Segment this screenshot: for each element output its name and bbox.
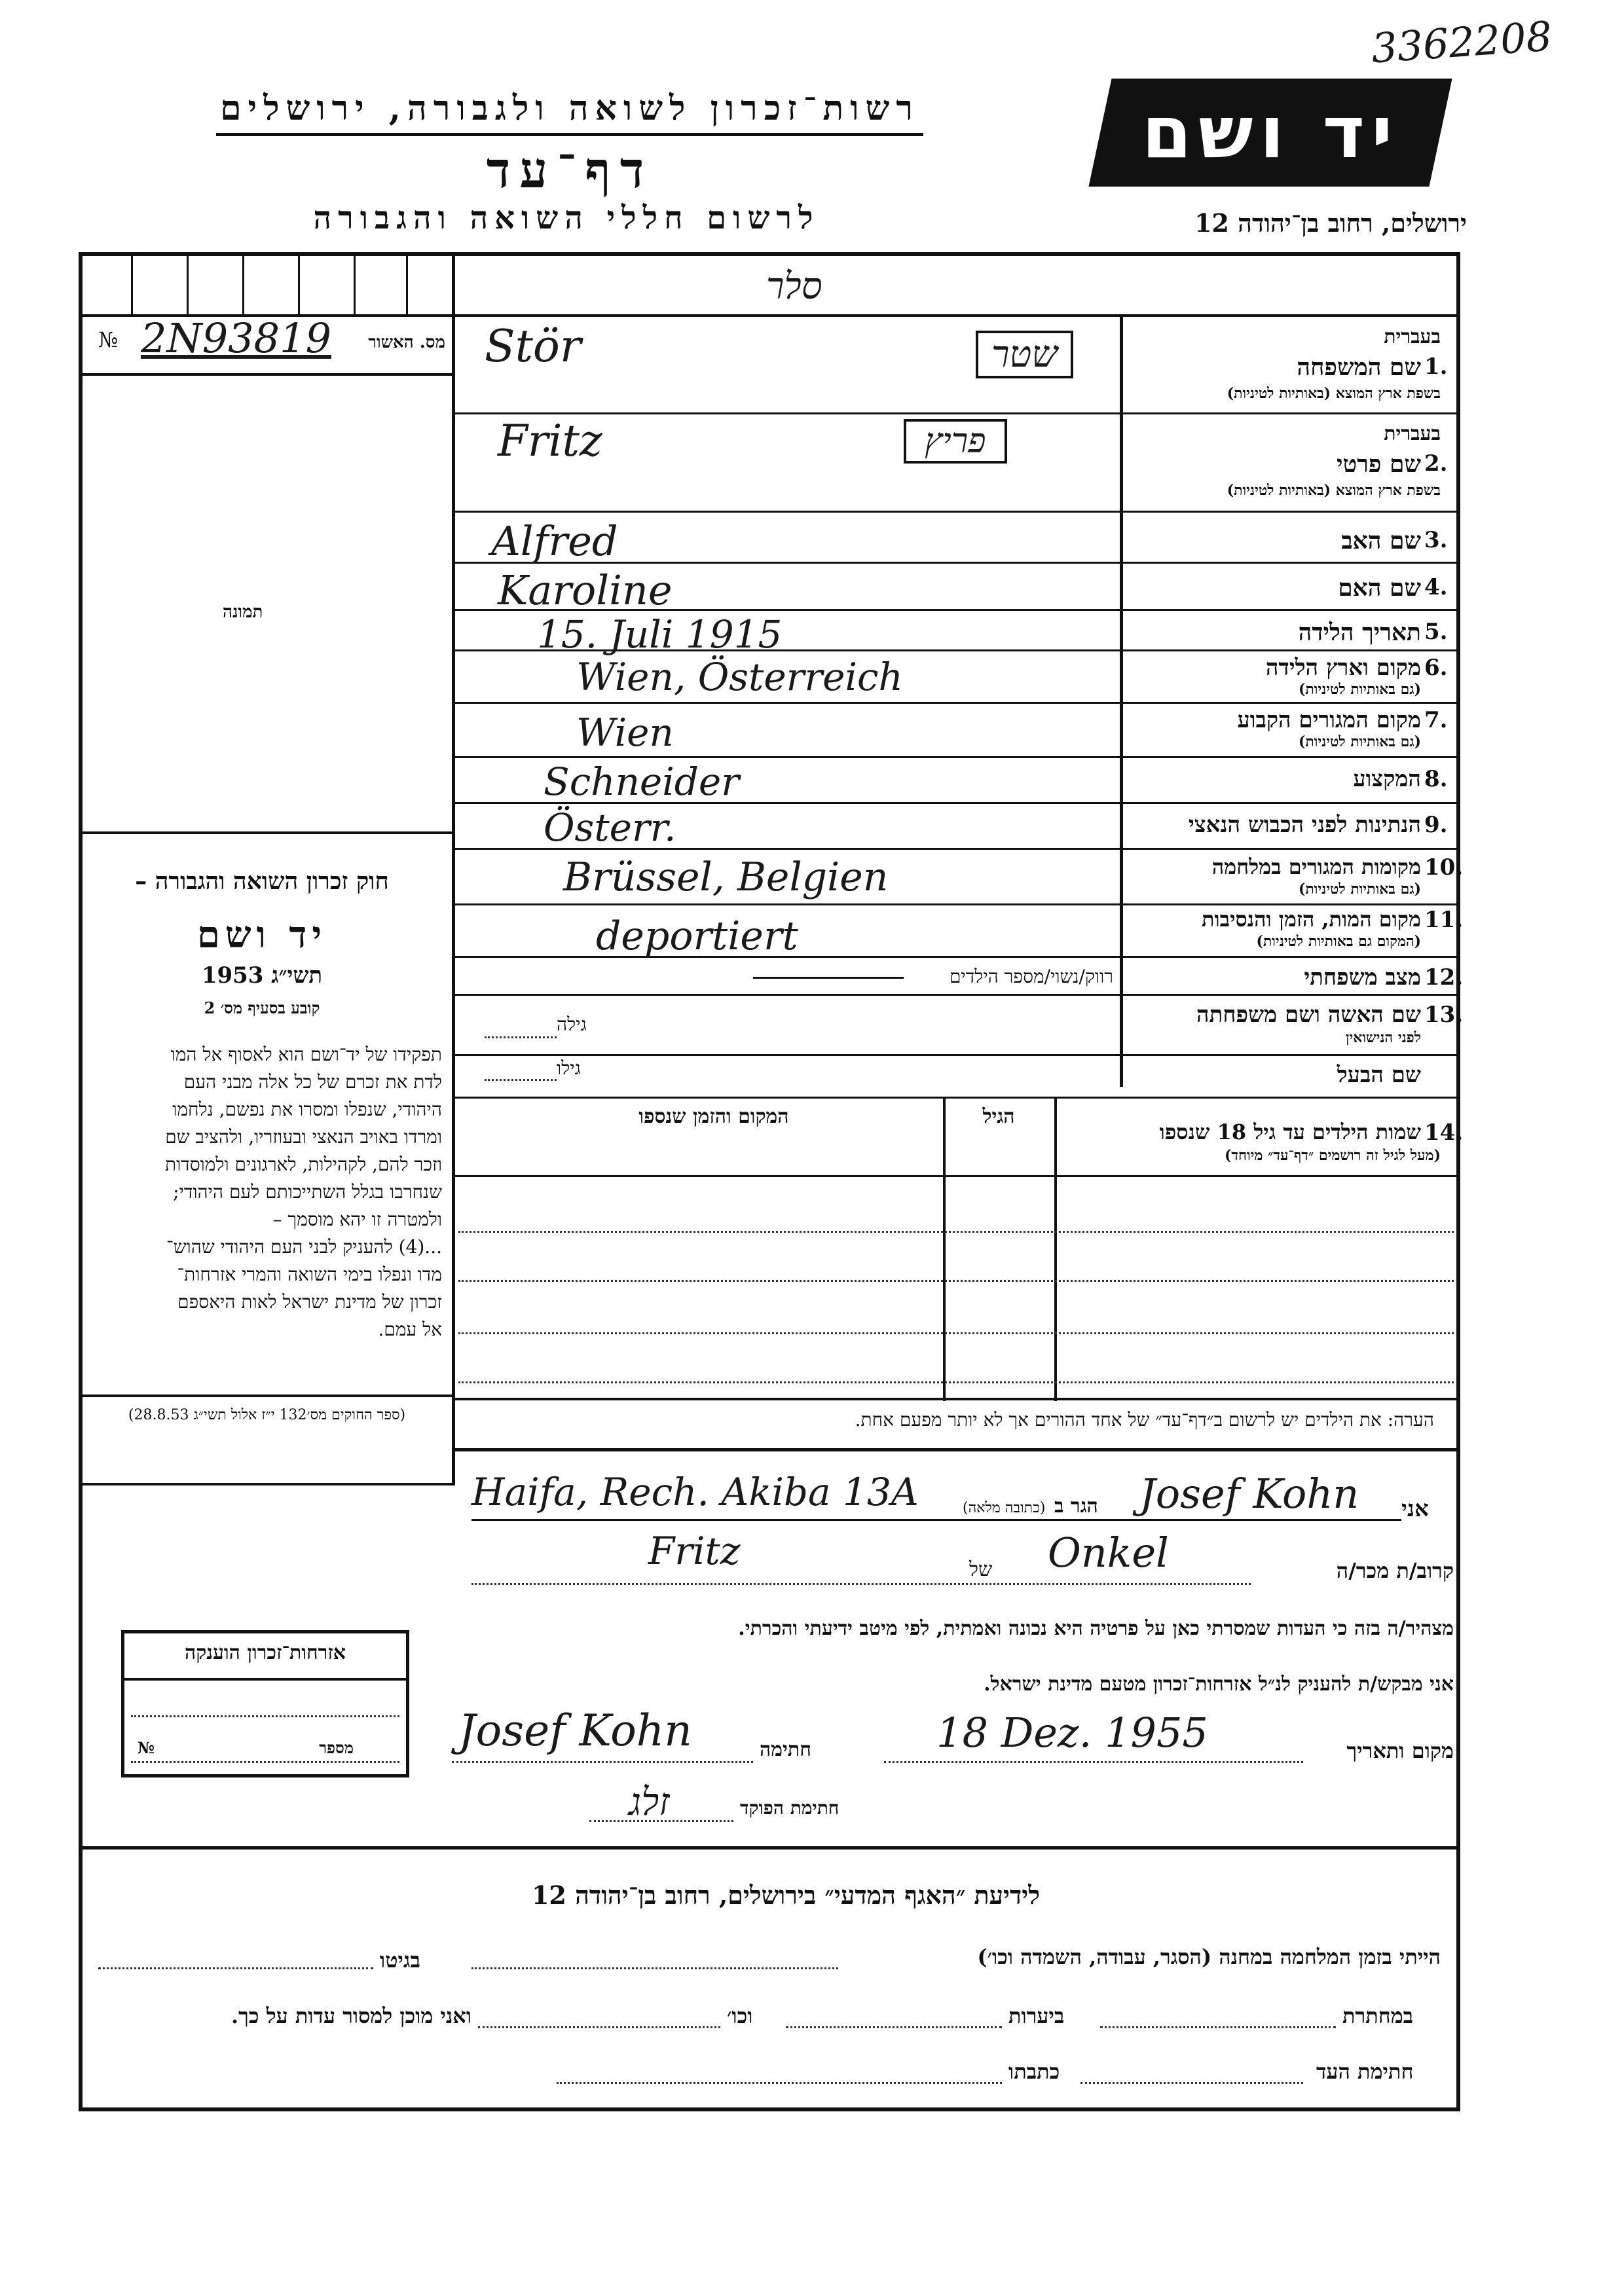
field-birthplace-number: 6.: [1424, 655, 1448, 681]
field-firstname-sub: בשפת ארץ המוצא (באותיות לטיניות): [1227, 482, 1441, 499]
field-nationality-number: 9.: [1424, 812, 1448, 838]
authority-header: רשות־זכרון לשואה ולגבורה, ירושלים: [220, 88, 919, 128]
declarant-i-label: אני: [1401, 1496, 1429, 1522]
collector-signature: זלג: [629, 1779, 670, 1824]
law-text: תפקידו של יד־ושם הוא לאסוף אל המו לדת את זכרם של כל אלה מבני העם היהודי, שנפלו ומסרו את נפשם, נלחמו ומרדו באויב הנאצי ובעוזריו, ולהציב שם וזכר להם, לקהילות, לארגונים ולמוסדות שנחרבו בגלל השתייכותם לעם היהודי; ולמטרה זו יהא מוסמך – ...(4) להעניק לבני העם היהודי שהוש־ מדו ונפלו בימי השואה והמרי אזרחות־ זכרון של מדינת ישראל לאות היאספם אל עמם.: [165, 1044, 442, 1340]
field-surname-label: שם המשפחה: [1297, 354, 1421, 381]
field-surname-lang: בעברית: [1384, 325, 1441, 348]
signature-label: חתימה: [760, 1738, 811, 1761]
field-wife-number: 13.: [1424, 1002, 1464, 1028]
children-sub: (מעל לגיל זה רושמים ״דף־עד״ מיוחד): [1224, 1147, 1441, 1164]
citizenship-number-prefix: №: [138, 1738, 155, 1757]
husband-label: שם הבעל: [1337, 1062, 1421, 1088]
photo-label: תמונה: [223, 602, 263, 622]
footer-willing-text: ואני מוכן למסור עדות על כך.: [231, 2003, 471, 2028]
field-profession-value: Schneider: [544, 759, 739, 804]
form-subtitle: לרשום חללי השואה והגבורה: [313, 200, 820, 236]
field-residence-number: 7.: [1424, 707, 1448, 733]
remark: הערה: את הילדים יש לרשום ב״דף־עד״ של אחד ההורים אך לא יותר מפעם אחת.: [855, 1409, 1434, 1430]
field-firstname-value: Fritz: [498, 416, 602, 466]
approval-prefix: №: [98, 327, 119, 352]
address: ירושלים, רחוב בן־יהודה 12: [1194, 208, 1467, 238]
field-surname-number: 1.: [1424, 354, 1448, 380]
field-firstname-number: 2.: [1424, 450, 1448, 477]
children-number: 14.: [1424, 1120, 1464, 1146]
place-date-value: 18 Dez. 1955: [936, 1709, 1208, 1757]
field-firstname-lang: בעברית: [1384, 422, 1441, 445]
field-wife-label: שם האשה ושם משפחתה: [1196, 1002, 1421, 1028]
field-mother-label: שם האם: [1338, 574, 1421, 602]
declarant-resident-label: הגר ב: [1054, 1495, 1098, 1518]
field-profession-label: המקצוע: [1353, 766, 1421, 792]
field-residence-value: Wien: [576, 710, 674, 755]
field-wartime-residence-label: מקומות המגורים במלחמה: [1211, 854, 1421, 879]
request-text: אני מבקש/ת להעניק לנ״ל אזרחות־זכרון מטעם מדינת ישראל.: [984, 1673, 1454, 1696]
law-clause: קובע בסעיף מס׳ 2: [204, 998, 320, 1017]
footer-etc-label: וכו׳: [727, 2003, 753, 2028]
law-title: חוק זכרון השואה והגבורה –: [135, 867, 389, 895]
field-death-sub: (המקום גם באותיות לטיניות): [1256, 933, 1421, 950]
place-date-label: מקום ותאריך: [1346, 1738, 1454, 1763]
field-birthplace-value: Wien, Österreich: [576, 655, 903, 699]
field-mother-number: 4.: [1424, 574, 1448, 600]
field-surname-value: Stör: [485, 321, 581, 373]
declaration-text: מצהיר/ה בזה כי העדות שמסרתי כאן על פרטיה היא נכונה ואמתית, לפי מיטב ידיעתי והכרתי.: [738, 1617, 1454, 1640]
signature-value: Josef Kohn: [458, 1705, 692, 1756]
footer-witness-address-label: כתבתו: [1008, 2059, 1060, 2084]
footer-title: לידיעת ״האגף המדעי״ בירושלים, רחוב בן־יהודה 12: [531, 1880, 1041, 1910]
law-source: (ספר החוקים מס׳132 י״ז אלול תשי״ג 28.8.53): [128, 1407, 406, 1423]
field-father-value: Alfred: [491, 517, 618, 565]
approval-number: 2N93819: [141, 314, 331, 362]
husband-age-label: גילו: [557, 1057, 581, 1079]
field-surname-sub: בשפת ארץ המוצא (באותיות לטיניות): [1227, 385, 1441, 402]
top-hebrew-note: סלר: [766, 265, 822, 308]
footer-ghetto-label: בגיטו: [380, 1948, 420, 1973]
footer-witness-signature-label: חתימת העד: [1316, 2059, 1414, 2084]
relation-label: קרוב/ת מכר/ה: [1336, 1558, 1454, 1583]
archive-number: 3362208: [1369, 12, 1554, 73]
field-firstname-label: שם פרטי: [1337, 450, 1421, 478]
field-surname-hebrew: שטר: [976, 331, 1073, 378]
field-marital-label: מצב משפחתי: [1304, 964, 1421, 991]
field-wife-sub: לפני הנישואין: [1345, 1029, 1421, 1046]
children-label: שמות הילדים עד גיל 18 שנספו: [1159, 1120, 1421, 1144]
field-birthplace-sub: (גם באותיות לטיניות): [1298, 681, 1421, 698]
yad-vashem-logo: יד ושם: [1088, 79, 1452, 187]
citizenship-number-label: מספר: [319, 1738, 354, 1757]
field-nationality-value: Österr.: [544, 805, 676, 850]
law-name: יד ושם: [196, 913, 327, 957]
citizenship-title: אזרחות־זכרון הוענקה: [184, 1641, 346, 1664]
declarant-name: Josef Kohn: [1139, 1470, 1359, 1518]
field-father-number: 3.: [1424, 527, 1448, 553]
declarant-address: Haifa, Rech. Akiba 13A: [471, 1470, 919, 1514]
field-marital-number: 12.: [1424, 964, 1464, 991]
field-wartime-residence-value: Brüssel, Belgien: [563, 854, 889, 900]
relation-value: Onkel: [1048, 1529, 1169, 1576]
field-wartime-residence-number: 10.: [1424, 854, 1464, 881]
field-wife-age-label: גילה: [557, 1013, 587, 1035]
field-birthplace-label: מקום וארץ הלידה: [1265, 655, 1421, 681]
footer-forest-label: ביערות: [1008, 2003, 1065, 2028]
field-firstname-hebrew: פריץ: [904, 419, 1007, 464]
footer-camp-label: הייתי בזמן המלחמה במחנה (הסגר, עבודה, השמדה וכו׳): [977, 1944, 1441, 1969]
field-residence-label: מקום המגורים הקבוע: [1237, 707, 1421, 733]
field-wartime-residence-sub: (גם באותיות לטיניות): [1298, 881, 1421, 898]
field-nationality-label: הנתינות לפני הכבוש הנאצי: [1188, 812, 1421, 838]
relation-subject: Fritz: [648, 1529, 741, 1573]
field-birthdate-number: 5.: [1424, 619, 1448, 645]
field-mother-value: Karoline: [498, 566, 673, 614]
children-age-header: הגיל: [982, 1105, 1015, 1128]
field-residence-sub: (גם באותיות לטיניות): [1298, 733, 1421, 750]
declarant-address-label: (כתובה מלאה): [963, 1500, 1046, 1516]
field-birthdate-value: 15. Juli 1915: [537, 612, 783, 657]
field-death-label: מקום המות, הזמן והנסיבות: [1201, 907, 1421, 932]
footer-underground-label: במחתרת: [1342, 2003, 1414, 2028]
relation-of: של: [969, 1558, 993, 1581]
field-father-label: שם האב: [1341, 527, 1421, 555]
field-death-value: deportiert: [596, 913, 798, 959]
collector-label: חתימת הפוקד: [740, 1797, 840, 1819]
form-title: דף־עד: [486, 141, 654, 199]
field-death-number: 11.: [1424, 907, 1464, 933]
children-place-header: המקום והזמן שנספו: [638, 1105, 789, 1128]
citizenship-box: [121, 1630, 409, 1777]
law-year: תשי״ג 1953: [201, 962, 323, 989]
field-profession-number: 8.: [1424, 766, 1448, 792]
field-marital-value: רווק/נשוי/מספר הילדים: [949, 966, 1113, 987]
field-birthdate-label: תאריך הלידה: [1298, 619, 1421, 646]
approval-label: מס. האשור: [368, 333, 445, 352]
